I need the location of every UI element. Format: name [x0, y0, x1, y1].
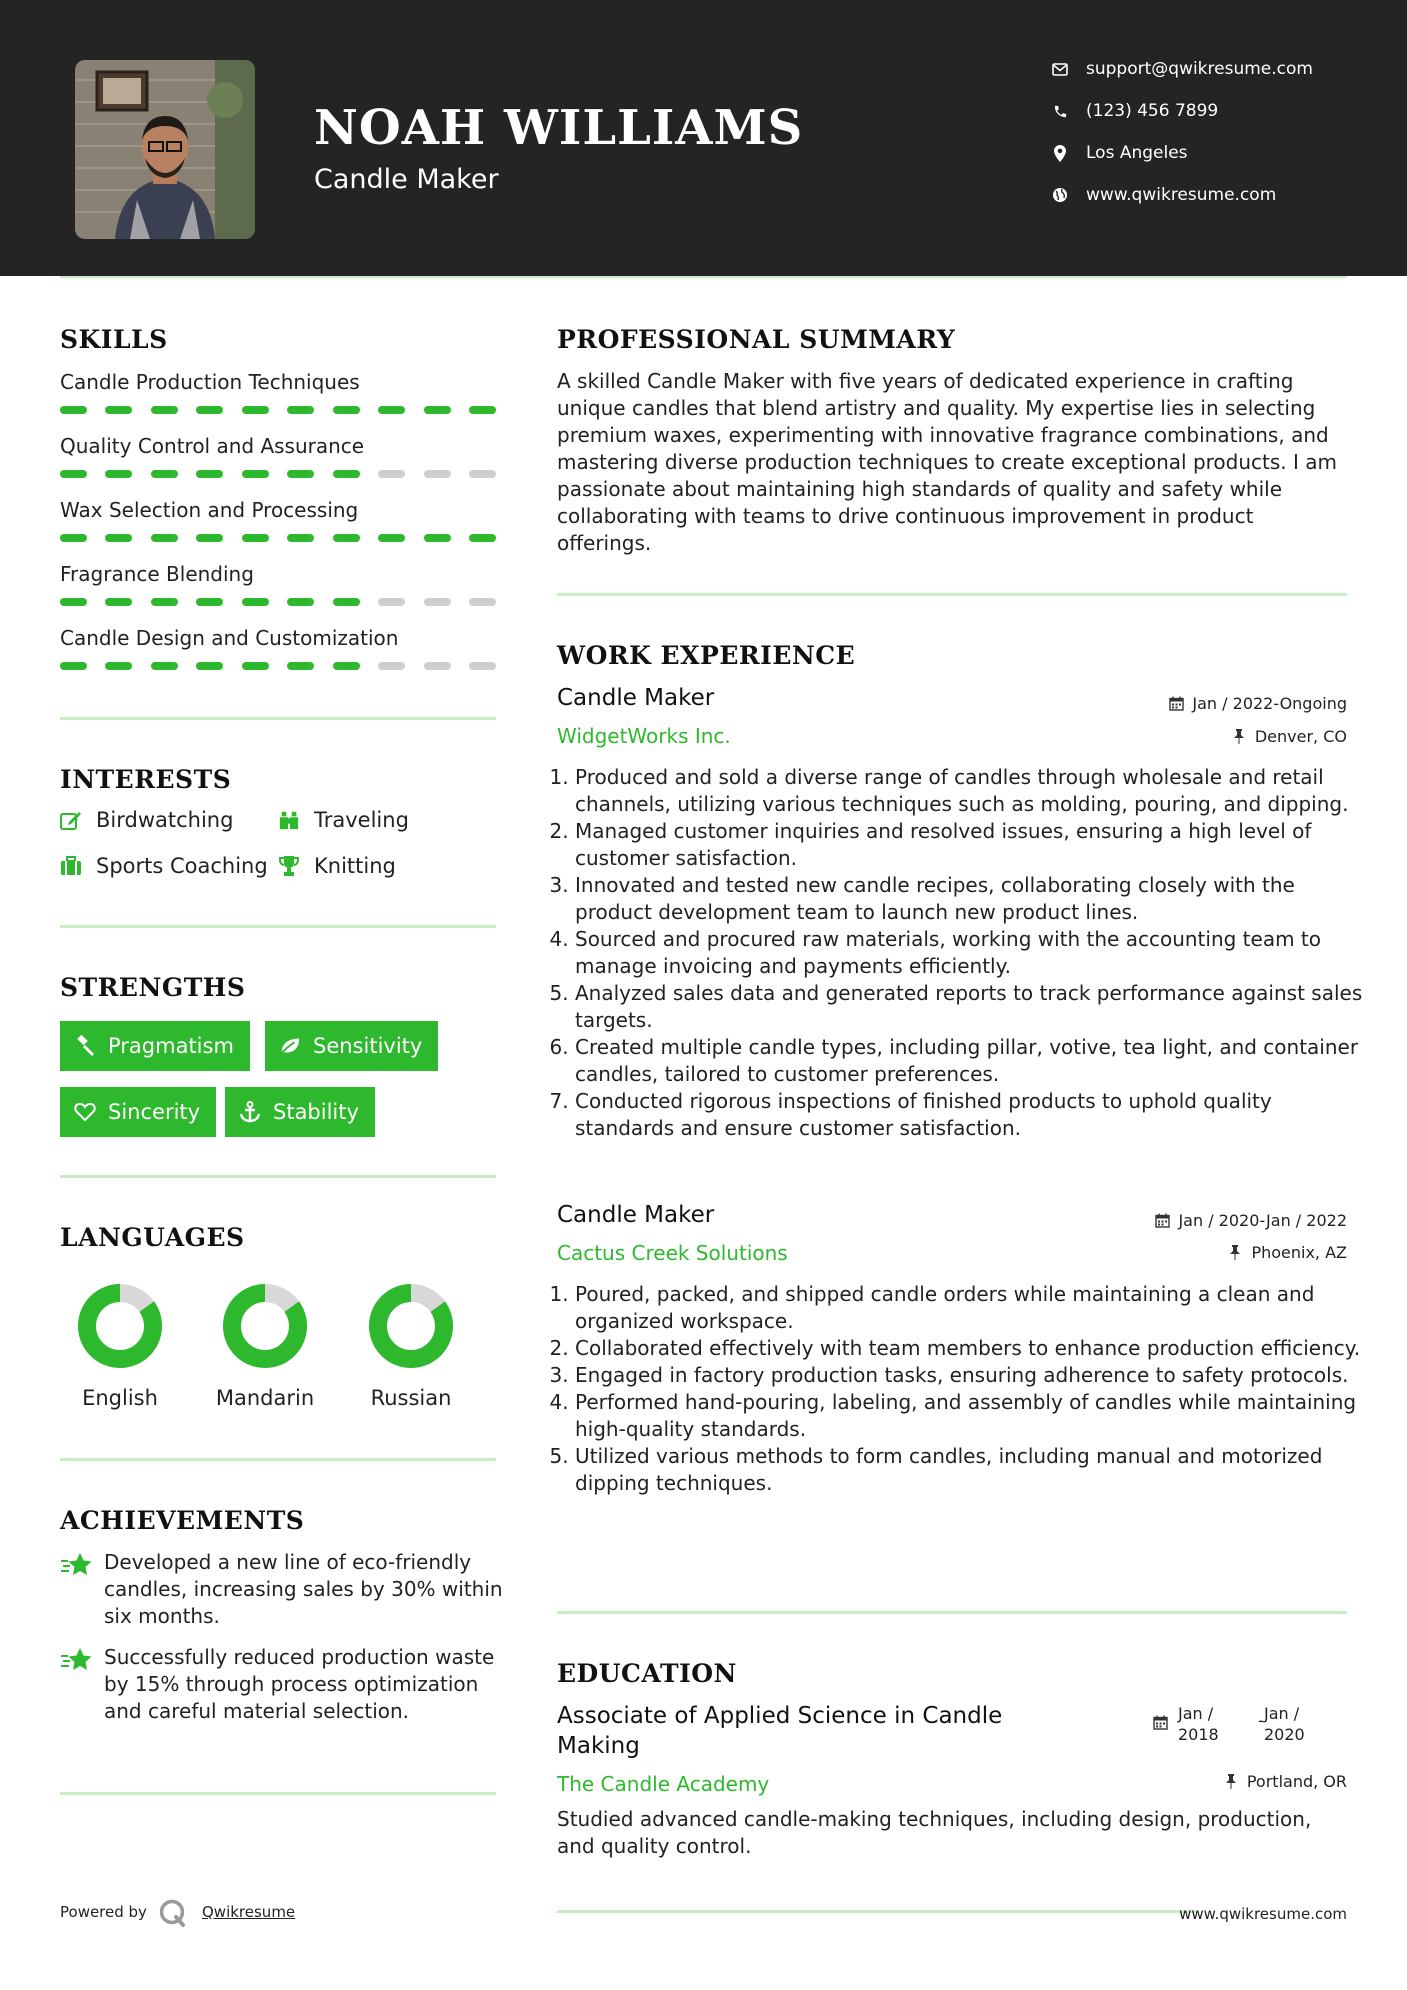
skill-level-dash-filled: [287, 662, 314, 670]
skill-level-bar: [60, 662, 496, 670]
skill-level-dash-filled: [151, 470, 178, 478]
interest-label: Sports Coaching: [96, 854, 268, 878]
skill-level-dash-filled: [151, 598, 178, 606]
skill-label: Candle Production Techniques: [60, 370, 360, 394]
language-label: English: [82, 1386, 158, 1410]
company-name: Cactus Creek Solutions: [557, 1241, 788, 1265]
job-location-text: Phoenix, AZ: [1251, 1243, 1347, 1262]
skill-level-dash-filled: [333, 598, 360, 606]
skill-level-dash-filled: [196, 662, 223, 670]
job-duty-item: 4. Performed hand-pouring, labeling, and assembly of candles while maintaining high-quality standards.: [575, 1389, 1365, 1443]
calendar-icon: [1168, 696, 1184, 712]
education-start-month: Jan /: [1178, 1704, 1214, 1723]
skill-level-dash-filled: [105, 470, 132, 478]
skills-heading: SKILLS: [60, 325, 168, 354]
language-label: Russian: [370, 1386, 452, 1410]
languages-heading: LANGUAGES: [60, 1223, 245, 1252]
skill-level-dash-empty: [469, 470, 496, 478]
languages-divider: [60, 1458, 496, 1461]
skill-level-dash-filled: [242, 406, 269, 414]
job-duty-item: 2. Managed customer inquiries and resolved issues, ensuring a high level of customer satisfaction.: [575, 818, 1365, 872]
skill-level-bar: [60, 406, 496, 414]
company-name: WidgetWorks Inc.: [557, 724, 731, 748]
job-duty-item: 4. Sourced and procured raw materials, working with the accounting team to manage invoicing and payments efficiently.: [575, 926, 1365, 980]
language-ring-mandarin: [222, 1283, 308, 1369]
job-dates: [1168, 694, 1347, 713]
skill-level-dash-filled: [333, 662, 360, 670]
skill-level-dash-filled: [105, 406, 132, 414]
pin-icon: [1223, 1774, 1239, 1790]
skills-divider: [60, 717, 496, 720]
job-title: Candle Maker: [557, 685, 715, 711]
skill-level-dash-filled: [469, 406, 496, 414]
strength-label: Sincerity: [108, 1100, 201, 1124]
contact-location-text: Los Angeles: [1086, 143, 1188, 163]
job-duty-item: 1. Poured, packed, and shipped candle orders while maintaining a clean and organized workspace.: [575, 1281, 1365, 1335]
skill-level-dash-empty: [424, 598, 451, 606]
candidate-title: Candle Maker: [314, 164, 499, 195]
summary-heading: PROFESSIONAL SUMMARY: [557, 325, 956, 354]
strength-label: Sensitivity: [313, 1034, 423, 1058]
skill-level-dash-filled: [333, 534, 360, 542]
job-title: Candle Maker: [557, 1202, 715, 1228]
skill-level-dash-filled: [378, 534, 405, 542]
skill-level-dash-filled: [151, 406, 178, 414]
skill-level-dash-filled: [287, 598, 314, 606]
skill-level-dash-empty: [469, 598, 496, 606]
powered-by-label: Powered by: [60, 1903, 147, 1921]
skill-level-dash-empty: [378, 598, 405, 606]
skill-level-dash-empty: [424, 662, 451, 670]
skill-level-dash-filled: [287, 470, 314, 478]
skill-level-dash-filled: [60, 470, 87, 478]
language-ring-english: [77, 1283, 163, 1369]
strength-chip: [60, 1087, 216, 1137]
skill-level-dash-filled: [60, 406, 87, 414]
skill-level-dash-filled: [242, 598, 269, 606]
interests-heading: INTERESTS: [60, 765, 232, 794]
skill-label: Quality Control and Assurance: [60, 434, 365, 458]
education-end-month: Jan /: [1264, 1704, 1300, 1723]
strengths-heading: STRENGTHS: [60, 973, 246, 1002]
job-duty-item: 5. Analyzed sales data and generated reports to track performance against sales targets.: [575, 980, 1365, 1034]
anchor-icon: [239, 1101, 261, 1123]
phone-icon: [1050, 101, 1070, 121]
gavel-icon: [74, 1035, 96, 1057]
skill-level-dash-filled: [242, 470, 269, 478]
education-start-year: 2018: [1178, 1725, 1219, 1744]
job-dates: [1154, 1211, 1347, 1230]
strengths-divider: [60, 1175, 496, 1178]
skill-level-dash-filled: [105, 534, 132, 542]
school-name: The Candle Academy: [557, 1772, 770, 1796]
envelope-icon: [1050, 59, 1070, 79]
skill-level-dash-empty: [424, 470, 451, 478]
language-label: Mandarin: [215, 1386, 315, 1410]
summary-divider: [557, 593, 1347, 596]
job-dates-text: Jan / 2022-Ongoing: [1192, 694, 1347, 713]
star-icon: [60, 1552, 92, 1578]
skill-level-dash-filled: [196, 470, 223, 478]
skill-level-dash-filled: [60, 598, 87, 606]
strength-chip: [60, 1021, 250, 1071]
job-location: [1227, 1243, 1347, 1262]
trophy-icon: [278, 855, 300, 877]
pin-icon: [1231, 729, 1247, 745]
education-end-date: [1264, 1703, 1305, 1745]
experience-heading: WORK EXPERIENCE: [557, 641, 856, 670]
achievement-item: Successfully reduced production waste by 15% through process optimization and careful material selection.: [104, 1645, 495, 1723]
skill-level-dash-empty: [378, 662, 405, 670]
skill-level-dash-filled: [333, 406, 360, 414]
job-duty-item: 3. Engaged in factory production tasks, ensuring adherence to safety protocols.: [575, 1362, 1365, 1389]
education-heading: EDUCATION: [557, 1659, 737, 1688]
skill-level-dash-filled: [60, 662, 87, 670]
skill-level-dash-filled: [151, 534, 178, 542]
resume-header: [0, 0, 1407, 276]
education-end-year: 2020: [1264, 1725, 1305, 1744]
skill-level-dash-empty: [378, 470, 405, 478]
skill-level-dash-filled: [60, 534, 87, 542]
job-duty-item: 3. Innovated and tested new candle recipes, collaborating closely with the product development team to launch new product lines.: [575, 872, 1365, 926]
binoculars-icon: [278, 809, 300, 831]
language-ring-russian: [368, 1283, 454, 1369]
leaf-icon: [279, 1035, 301, 1057]
job-location-text: Denver, CO: [1254, 727, 1347, 746]
strength-chip: [265, 1021, 438, 1071]
skill-level-dash-filled: [105, 598, 132, 606]
skill-level-dash-filled: [196, 534, 223, 542]
skill-level-bar: [60, 470, 496, 478]
education-date-dash: -: [1258, 1711, 1264, 1730]
skill-level-dash-filled: [242, 534, 269, 542]
interest-item: [60, 808, 233, 832]
pin-icon: [1227, 1245, 1243, 1261]
globe-icon: [1050, 185, 1070, 205]
experience-divider: [557, 1611, 1347, 1614]
interest-item: [60, 854, 268, 878]
strength-label: Stability: [273, 1100, 359, 1124]
skill-level-dash-filled: [196, 406, 223, 414]
skill-level-dash-empty: [469, 662, 496, 670]
skill-level-dash-filled: [242, 662, 269, 670]
contact-location: [1050, 141, 1188, 165]
contact-website-text: www.qwikresume.com: [1086, 185, 1277, 205]
skill-level-dash-filled: [105, 662, 132, 670]
skill-label: Wax Selection and Processing: [60, 498, 359, 522]
contact-phone-text: (123) 456 7899: [1086, 101, 1219, 121]
contact-email[interactable]: [1050, 57, 1313, 81]
degree-title: Associate of Applied Science in Candle Making: [557, 1703, 1003, 1759]
skill-level-bar: [60, 534, 496, 542]
footer-divider: [557, 1910, 1197, 1913]
calendar-icon: [1154, 1213, 1170, 1229]
job-duty-item: 7. Conducted rigorous inspections of finished products to uphold quality standards and ensure customer satisfaction.: [575, 1088, 1365, 1142]
job-location: [1231, 727, 1347, 746]
achievement-item: Developed a new line of eco-friendly candles, increasing sales by 30% within six months.: [104, 1550, 503, 1628]
skill-label: Candle Design and Customization: [60, 626, 399, 650]
interest-label: Traveling: [314, 808, 409, 832]
skill-level-dash-filled: [151, 662, 178, 670]
contact-website[interactable]: [1050, 183, 1276, 207]
skill-level-dash-filled: [333, 470, 360, 478]
star-icon: [60, 1647, 92, 1673]
interests-divider: [60, 925, 496, 928]
interest-item: [278, 854, 396, 878]
skill-level-dash-filled: [287, 406, 314, 414]
skill-level-bar: [60, 598, 496, 606]
achievements-heading: ACHIEVEMENTS: [60, 1506, 305, 1535]
map-marker-icon: [1050, 143, 1070, 163]
skill-level-dash-filled: [378, 406, 405, 414]
skill-level-dash-filled: [469, 534, 496, 542]
contact-phone[interactable]: [1050, 99, 1218, 123]
job-duty-item: 6. Created multiple candle types, including pillar, votive, tea light, and container candles, tailored to customer preferences.: [575, 1034, 1365, 1088]
heart-icon: [74, 1101, 96, 1123]
summary-text: A skilled Candle Maker with five years of dedicated experience in crafting unique candles that blend artistry and quality. My expertise lies in selecting premium waxes, experimenting with innovative fragrance combinations, and mastering diverse production techniques to create exceptional products. I am passionate about maintaining high standards of quality and safety while collaborating with teams to drive continuous improvement in product offerings.: [557, 369, 1338, 555]
interest-item: [278, 808, 409, 832]
edit-icon: [60, 809, 82, 831]
briefcase-icon: [60, 855, 82, 877]
interest-label: Birdwatching: [96, 808, 234, 832]
job-dates-text: Jan / 2020-Jan / 2022: [1178, 1211, 1347, 1230]
job-duty-item: 1. Produced and sold a diverse range of candles through wholesale and retail channels, utilizing various techniques such as molding, pouring, and dipping.: [575, 764, 1365, 818]
skill-level-dash-filled: [424, 406, 451, 414]
skill-level-dash-filled: [196, 598, 223, 606]
education-start-date: [1178, 1703, 1219, 1745]
header-divider: [60, 276, 1347, 278]
education-description: Studied advanced candle-making techniques, including design, production, and quality control.: [557, 1807, 1312, 1858]
job-duties-list: [557, 1281, 1365, 1497]
job-duty-item: 2. Collaborated effectively with team members to enhance production efficiency.: [575, 1335, 1365, 1362]
footer-website[interactable]: www.qwikresume.com: [1179, 1905, 1347, 1923]
job-duty-item: 5. Utilized various methods to form candles, including manual and motorized dipping techniques.: [575, 1443, 1365, 1497]
achievements-divider: [60, 1792, 496, 1795]
contact-email-text: support@qwikresume.com: [1086, 59, 1313, 79]
education-location-text: Portland, OR: [1246, 1772, 1347, 1791]
job-duties-list: [557, 764, 1365, 1142]
qwikresume-link[interactable]: Qwikresume: [202, 1903, 296, 1921]
skill-level-dash-filled: [287, 534, 314, 542]
skill-label: Fragrance Blending: [60, 562, 254, 586]
qwikresume-logo-icon: [158, 1898, 188, 1928]
profile-photo: [75, 60, 255, 239]
candidate-name: NOAH WILLIAMS: [314, 100, 804, 156]
strength-label: Pragmatism: [108, 1034, 234, 1058]
calendar-icon: [1153, 1715, 1169, 1731]
education-location: [1223, 1772, 1347, 1791]
skill-level-dash-filled: [424, 534, 451, 542]
interest-label: Knitting: [314, 854, 396, 878]
strength-chip: [225, 1087, 375, 1137]
